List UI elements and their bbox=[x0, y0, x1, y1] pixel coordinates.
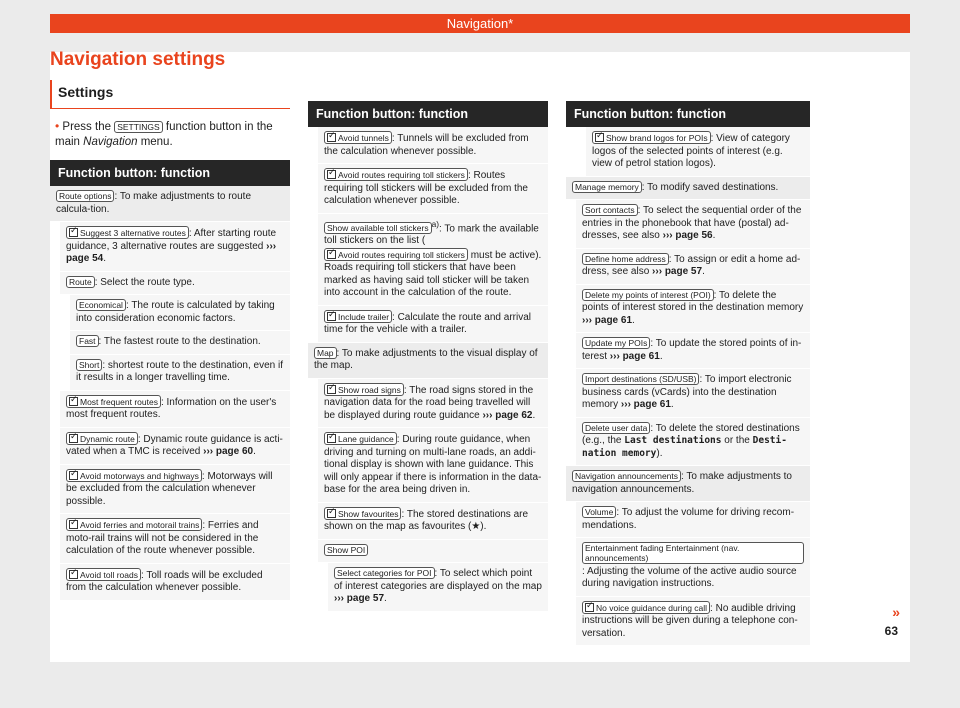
list-item: ✓No voice guidance during call : No audible driving instructions will be given during a telephone con-versation. bbox=[576, 597, 810, 647]
list-item: ✓Most frequent routes : Information on the user's most frequent routes. bbox=[60, 391, 290, 428]
list-item: Entertainment fading Entertainment (nav. announcements): Adjusting the volume of the active audio source during navigation instructions. bbox=[576, 538, 810, 597]
list-item: Navigation announcements : To make adjustments to navigation announcements. bbox=[566, 466, 810, 502]
list-item: ✓Avoid toll roads : Toll roads will be excluded from the calculation whenever possible. bbox=[60, 564, 290, 601]
settings-key: SETTINGS bbox=[114, 121, 163, 133]
column-1 bbox=[50, 48, 290, 601]
checkbox-icon bbox=[69, 434, 78, 443]
list-item: Import destinations (SD/USB) : To import electronic business cards (vCards) into the destination memory ››› page 61. bbox=[576, 369, 810, 418]
list-item: ✓Avoid ferries and motorail trains : Ferries and moto-rail trains will not be considered in the calculation of the route whenever possible. bbox=[60, 514, 290, 564]
list-item: Volume : To adjust the volume for driving recom-mendations. bbox=[576, 502, 810, 538]
list-item: Map : To make adjustments to the visual display of the map. bbox=[308, 343, 548, 379]
table-heading: Function button: function bbox=[566, 101, 810, 127]
list-item: ✓Show favourites : The stored destinations are shown on the map as favourites (★). bbox=[318, 503, 548, 540]
list-item: Economical : The route is calculated by taking into consideration economic factors. bbox=[70, 295, 290, 331]
list-item: Route options : To make adjustments to route calcula-tion. bbox=[50, 186, 290, 222]
column-3 bbox=[566, 101, 810, 646]
list-item: ✓Dynamic route : Dynamic route guidance is acti-vated when a TMC is received ››› page 60. bbox=[60, 428, 290, 465]
list-item: Show POI bbox=[318, 540, 548, 564]
list-item: ✓Suggest 3 alternative routes : After starting route guidance, 3 alternative routes are suggested ››› page 54. bbox=[60, 222, 290, 272]
checkbox-icon bbox=[69, 520, 78, 529]
star-icon: ★ bbox=[471, 521, 481, 533]
page-number: 63 bbox=[884, 624, 898, 638]
list-item: Fast : The fastest route to the destination. bbox=[70, 331, 290, 355]
list-item: ✓Show brand logos for POIs : View of category logos of the selected points of interest (e.g. view of petrol station logos). bbox=[586, 127, 810, 177]
column-2 bbox=[308, 101, 548, 612]
checkbox-icon bbox=[327, 509, 336, 518]
list-item: ✓Show road signs : The road signs stored in the navigation data for the road being travelled will be displayed during route guidance ››› page 62. bbox=[318, 379, 548, 429]
checkbox-icon bbox=[69, 397, 78, 406]
list-item: ✓Avoid motorways and highways : Motorways will be excluded from the calculation whenever possible. bbox=[60, 465, 290, 515]
list-item: ✓Avoid routes requiring toll stickers : Routes requiring toll stickers will be excluded from the calculation whenever possible. bbox=[318, 164, 548, 214]
section-subtitle: Settings bbox=[50, 80, 290, 109]
list-item: Delete user data : To delete the stored destinations (e.g., the Last destinations or the Desti-nation memory). bbox=[576, 418, 810, 467]
continuation-icon: » bbox=[892, 604, 900, 620]
checkbox-icon bbox=[327, 385, 336, 394]
checkbox-icon bbox=[585, 603, 594, 612]
table-heading: Function button: function bbox=[50, 160, 290, 186]
checkbox-icon bbox=[69, 228, 78, 237]
bullet-icon: • bbox=[55, 119, 60, 133]
list-item: Route : Select the route type. bbox=[60, 272, 290, 296]
list-item: Sort contacts : To select the sequential order of the entries in the phonebook that have (postal) ad-dresses, see also ››› page 56. bbox=[576, 200, 810, 249]
list-item: ✓Avoid tunnels : Tunnels will be excluded from the calculation whenever possible. bbox=[318, 127, 548, 164]
list-item: Define home address : To assign or edit a home ad-dress, see also ››› page 57. bbox=[576, 249, 810, 285]
list-item: ✓Include trailer : Calculate the route and arrival time for the vehicle with a trailer. bbox=[318, 306, 548, 343]
checkbox-icon bbox=[327, 434, 336, 443]
list-item: Manage memory : To modify saved destinations. bbox=[566, 177, 810, 201]
list-item: ✓Lane guidance : During route guidance, when driving and turning on multi-lane roads, an addi-tional display is shown with lane guidance. This will only appear if there is information in the data-base for the area being driven in. bbox=[318, 428, 548, 503]
intro-text: • Press the SETTINGS function button in the main Navigation menu. bbox=[55, 119, 273, 148]
list-item: Update my POIs : To update the stored points of in-terest ››› page 61. bbox=[576, 333, 810, 369]
checkbox-icon bbox=[595, 133, 604, 142]
list-item: Short : shortest route to the destination, even if it results in a longer travelling time. bbox=[70, 355, 290, 391]
checkbox-icon bbox=[327, 170, 336, 179]
page-title: Navigation settings bbox=[50, 49, 226, 70]
chapter-header: Navigation* bbox=[50, 14, 910, 33]
checkbox-icon bbox=[69, 570, 78, 579]
list-item: Delete my points of interest (POI) : To delete the points of interest stored in the destination memory ››› page 61. bbox=[576, 285, 810, 334]
checkbox-icon bbox=[69, 471, 78, 480]
list-item: Select categories for POI : To select which point of interest categories are displayed on the map ››› page 57. bbox=[328, 563, 548, 612]
checkbox-icon bbox=[327, 133, 336, 142]
table-heading: Function button: function bbox=[308, 101, 548, 127]
checkbox-icon bbox=[327, 250, 336, 259]
checkbox-icon bbox=[327, 312, 336, 321]
list-item: Show available toll stickers $^{a)}$: To mark the available toll stickers on the list (✓Avoid routes requiring toll stickers must be active). Roads requiring toll stickers that have been marked as having said toll sticker will be taken into account in the calculation of the route. bbox=[318, 214, 548, 306]
